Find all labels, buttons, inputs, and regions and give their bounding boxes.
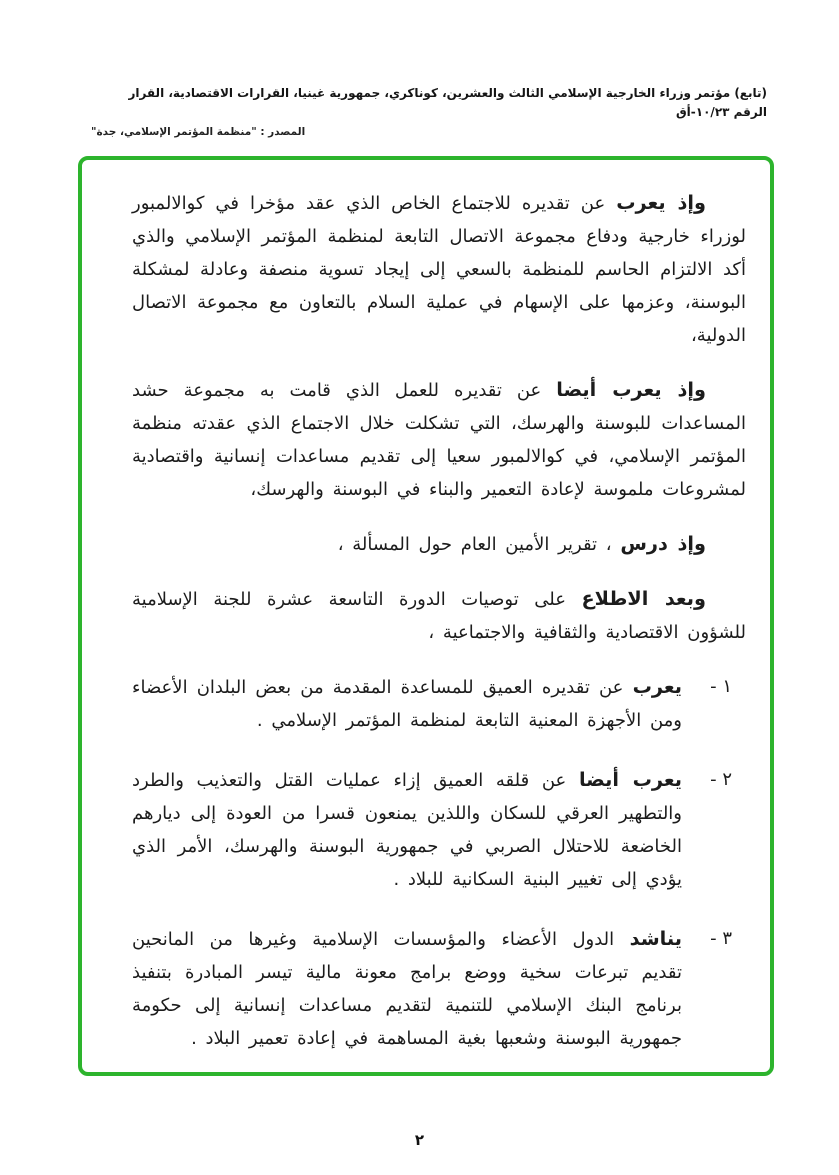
paragraph-lead: وإذ يعرب	[616, 191, 706, 214]
item-text	[132, 763, 682, 896]
item-number: ٢ -	[710, 769, 732, 790]
resolution-item	[132, 670, 746, 737]
item-body-text: الدول الأعضاء والمؤسسات الإسلامية وغيرها من المانحين تقديم تبرعات سخية ووضع برامج معونة مالية تيسر المبادرة بتنفيذ برنامج البنك الإسلامي للتنمية لتقديم مساعدات إنسانية إلى حكومة جمهورية البوسنة وشعبها بغية المساهمة في إعادة تعمير البلاد .	[132, 929, 682, 1049]
preamble-paragraph	[132, 186, 746, 352]
page-footer	[0, 1130, 839, 1149]
paragraph-text: عن تقديره للعمل الذي قامت به مجموعة حشد المساعدات للبوسنة والهرسك، التي تشكلت خلال الاجتماع الذي عقدته منظمة المؤتمر الإسلامي، في كوالالمبور سعيا إلى تقديم مساعدات إنسانية واقتصادية لمشروعات ملموسة لإعادة التعمير والبناء في البوسنة والهرسك،	[132, 380, 746, 500]
item-body-text: عن قلقه العميق إزاء عمليات القتل والتعذيب والطرد والتطهير العرقي للسكان واللذين يمنعون قسرا من العودة إلى ديارهم الخاضعة للاحتلال الصربي في جمهورية البوسنة والهرسك، الأمر الذي يؤدي إلى تغيير البنية السكانية للبلاد .	[132, 770, 682, 890]
preamble-paragraph	[132, 582, 746, 649]
paragraph-text: ، تقرير الأمين العام حول المسألة ،	[337, 534, 612, 555]
document-source: المصدر : "منظمة المؤتمر الإسلامي، جدة"	[91, 126, 306, 139]
document-header	[91, 84, 767, 138]
paragraph-lead: وإذ درس	[620, 532, 706, 555]
paragraph-text: عن تقديره للاجتماع الخاص الذي عقد مؤخرا في كوالالمبور لوزراء خارجية ودفاع مجموعة الاتصال التابعة لمنظمة المؤتمر الإسلامي والذي أكد الالتزام الحاسم للمنظمة بالسعي إلى إيجاد تسوية منصفة وعادلة لمشكلة البوسنة، وعزمها على الإسهام في عملية السلام بالتعاون مع مجموعة الاتصال الدولية،	[132, 193, 746, 346]
content-frame	[78, 156, 774, 1076]
item-text	[132, 922, 682, 1055]
page-number: ٢	[414, 1131, 425, 1149]
document-title: (تابع) مؤتمر وزراء الخارجية الإسلامي الثالث والعشرين، كوناكري، جمهورية غينيا، القرارات الاقتصادية، القرار الرقم ١٠/٢٣-أق	[128, 86, 767, 119]
item-number: ٣ -	[710, 928, 732, 949]
item-text	[132, 670, 682, 737]
preamble-paragraph	[132, 527, 746, 561]
item-lead: يعرب	[632, 675, 682, 698]
paragraph-text: على توصيات الدورة التاسعة عشرة للجنة الإسلامية للشؤون الاقتصادية والثقافية والاجتماعية ،	[132, 589, 746, 643]
item-lead: يناشد	[629, 927, 682, 950]
paragraph-lead: وبعد الاطلاع	[581, 587, 706, 610]
item-body-text: عن تقديره العميق للمساعدة المقدمة من بعض البلدان الأعضاء ومن الأجهزة المعنية التابعة لمنظمة المؤتمر الإسلامي .	[132, 677, 682, 731]
preamble-paragraph	[132, 373, 746, 506]
document-body	[82, 160, 770, 1076]
resolution-item	[132, 763, 746, 896]
resolution-item	[132, 922, 746, 1055]
paragraph-lead: وإذ يعرب أيضا	[556, 378, 706, 401]
item-number: ١ -	[710, 676, 732, 697]
item-lead: يعرب أيضا	[578, 768, 682, 791]
